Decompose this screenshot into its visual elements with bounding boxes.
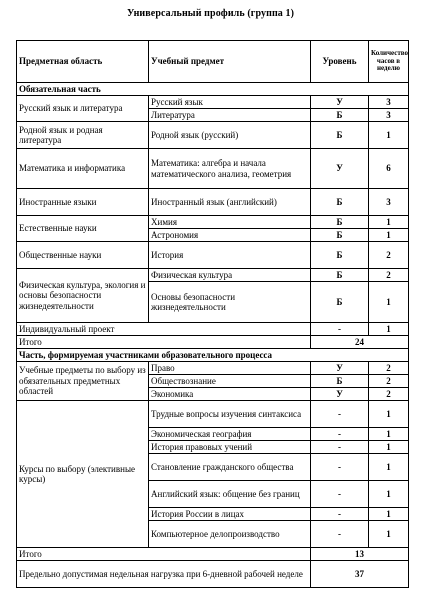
cell-subject: История: [149, 242, 311, 269]
cell-subject: История России в лицах: [149, 508, 311, 521]
cell-hours: 1: [369, 521, 409, 548]
curriculum-table: [16, 40, 409, 588]
table-row: [17, 323, 409, 336]
cell-level: -: [311, 454, 369, 481]
cell-subject: Русский язык: [149, 96, 311, 109]
cell-level: Б: [311, 229, 369, 242]
total-row: [17, 336, 409, 349]
cell-level: У: [311, 149, 369, 189]
cell-subject: Физическая культура: [149, 269, 311, 282]
cell-level: У: [311, 388, 369, 401]
section-elective: Часть, формируемая участниками образовательного процесса: [17, 349, 409, 362]
cell-hours: 1: [369, 428, 409, 441]
cell-subject: Астрономия: [149, 229, 311, 242]
cell-subject: Химия: [149, 216, 311, 229]
cell-hours: 1: [369, 508, 409, 521]
cell-subject: Компьютерное делопроизводство: [149, 521, 311, 548]
table-row: [17, 401, 409, 428]
cell-level: Б: [311, 269, 369, 282]
cell-hours: 1: [369, 441, 409, 454]
cell-subject: Становление гражданского общества: [149, 454, 311, 481]
cell-level: Б: [311, 216, 369, 229]
cell-area: Общественные науки: [17, 242, 149, 269]
total-label: Итого: [17, 548, 311, 561]
cell-hours: 6: [369, 149, 409, 189]
max-load-value: 37: [311, 561, 409, 588]
cell-subject: История правовых учений: [149, 441, 311, 454]
section-row: [17, 83, 409, 96]
cell-level: Б: [311, 189, 369, 216]
max-load-row: [17, 561, 409, 588]
cell-hours: 2: [369, 362, 409, 375]
cell-hours: 1: [369, 122, 409, 149]
total-label: Итого: [17, 336, 311, 349]
cell-hours: 3: [369, 189, 409, 216]
cell-hours: 1: [369, 216, 409, 229]
max-load-label: Предельно допустимая недельная нагрузка при 6-дневной рабочей неделе: [17, 561, 311, 588]
cell-area: Математика и информатика: [17, 149, 149, 189]
cell-area: Физическая культура, экология и основы безопасности жизнедеятельности: [17, 269, 149, 323]
cell-level: -: [311, 428, 369, 441]
table-row: [17, 216, 409, 229]
table-row: [17, 269, 409, 282]
cell-level: У: [311, 96, 369, 109]
cell-level: Б: [311, 375, 369, 388]
cell-area: Иностранные языки: [17, 189, 149, 216]
table-row: [17, 362, 409, 375]
page-title: Универсальный профиль (группа 1): [126, 8, 295, 19]
total-value: 13: [311, 548, 409, 561]
cell-level: Б: [311, 282, 369, 323]
cell-level: -: [311, 401, 369, 428]
cell-area: Родной язык и родная литература: [17, 122, 149, 149]
cell-area: Естественные науки: [17, 216, 149, 242]
cell-level: У: [311, 362, 369, 375]
cell-level: Б: [311, 242, 369, 269]
cell-level: -: [311, 521, 369, 548]
table-row: [17, 149, 409, 189]
section-mandatory: Обязательная часть: [17, 83, 409, 96]
table-row: [17, 242, 409, 269]
total-value: 24: [311, 336, 409, 349]
cell-subject: Английский язык: общение без границ: [149, 481, 311, 508]
cell-hours: 2: [369, 375, 409, 388]
cell-area: Учебные предметы по выбору из обязательных предметных областей: [17, 362, 149, 401]
cell-hours: 1: [369, 229, 409, 242]
cell-level: Б: [311, 109, 369, 122]
header-hours: Количество часов в неделю: [369, 41, 409, 83]
cell-hours: 1: [369, 282, 409, 323]
cell-area: Русский язык и литература: [17, 96, 149, 122]
cell-subject: Родной язык (русский): [149, 122, 311, 149]
cell-subject: Иностранный язык (английский): [149, 189, 311, 216]
cell-subject: Литература: [149, 109, 311, 122]
cell-subject: Обществознание: [149, 375, 311, 388]
cell-hours: 1: [369, 481, 409, 508]
cell-area: Курсы по выбору (элективные курсы): [17, 401, 149, 548]
cell-hours: 1: [369, 401, 409, 428]
cell-subject: Экономическая география: [149, 428, 311, 441]
table-row: [17, 122, 409, 149]
header-area: Предметная область: [17, 41, 149, 83]
cell-subject: Трудные вопросы изучения синтаксиса: [149, 401, 311, 428]
total-row: [17, 548, 409, 561]
cell-hours: 1: [369, 454, 409, 481]
table-row: [17, 189, 409, 216]
section-row: [17, 349, 409, 362]
cell-area: Индивидуальный проект: [17, 323, 311, 336]
cell-hours: 2: [369, 269, 409, 282]
table-row: [17, 96, 409, 109]
cell-hours: 1: [369, 323, 409, 336]
cell-level: -: [311, 323, 369, 336]
cell-hours: 2: [369, 242, 409, 269]
cell-level: -: [311, 481, 369, 508]
cell-hours: 3: [369, 96, 409, 109]
header-level: Уровень: [311, 41, 369, 83]
cell-level: -: [311, 508, 369, 521]
cell-subject: Экономика: [149, 388, 311, 401]
cell-level: -: [311, 441, 369, 454]
header-row: [17, 41, 409, 83]
header-subject: Учебный предмет: [149, 41, 311, 83]
cell-hours: 2: [369, 388, 409, 401]
cell-hours: 3: [369, 109, 409, 122]
cell-subject: Право: [149, 362, 311, 375]
cell-level: Б: [311, 122, 369, 149]
cell-subject: Основы безопасности жизнедеятельности: [149, 282, 311, 323]
cell-subject: Математика: алгебра и начала математического анализа, геометрия: [149, 149, 311, 189]
